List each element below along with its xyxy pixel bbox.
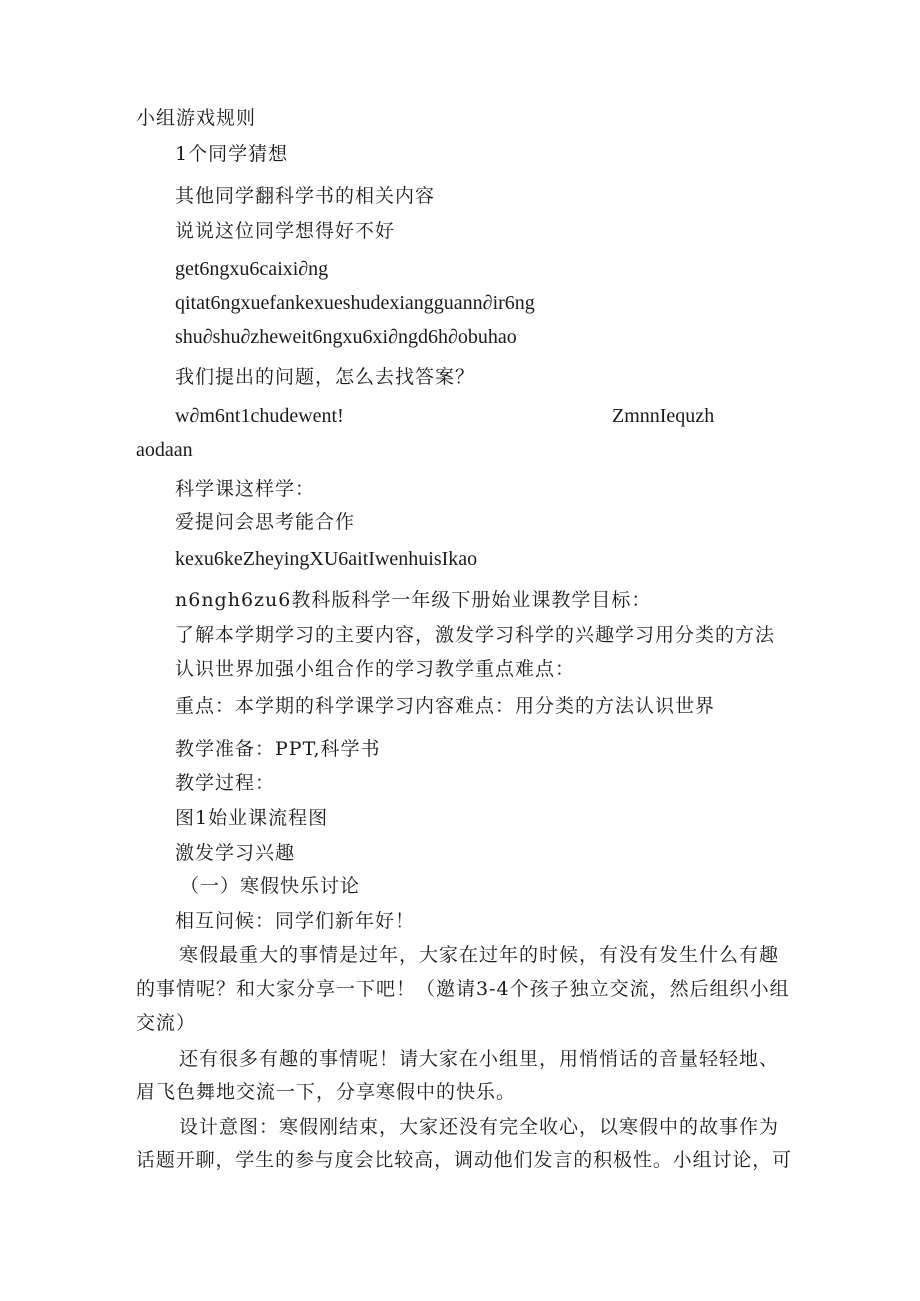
paragraph-line: 还有很多有趣的事情呢！请大家在小组里，用悄悄话的音量轻轻地、 (179, 1048, 780, 1070)
text-line: 1个同学猜想 (175, 143, 289, 165)
text-line: 相互问候：同学们新年好！ (175, 910, 416, 932)
paragraph-line: 交流） (136, 1012, 197, 1034)
section-title: 小组游戏规则 (136, 107, 257, 129)
text-line: 认识世界加强小组合作的学习教学重点难点： (175, 658, 576, 680)
paragraph-line: 寒假最重大的事情是过年，大家在过年的时候，有没有发生什么有趣 (179, 944, 780, 966)
text-line: 重点：本学期的科学课学习内容难点：用分类的方法认识世界 (175, 695, 716, 717)
text-line: 说说这位同学想得好不好 (175, 220, 396, 242)
text-line: 图1始业课流程图 (175, 807, 329, 829)
text-line: n6ngh6zu6教科版科学一年级下册始业课教学目标： (175, 589, 652, 611)
text-line: 激发学习兴趣 (175, 842, 296, 864)
pinyin-line: shu∂shu∂zheweit6ngxu6xi∂ngd6h∂obuhao (175, 326, 517, 348)
pinyin-line: w∂m6nt1chudewent! (175, 405, 344, 427)
text-line: 爱提问会思考能合作 (175, 511, 356, 533)
paragraph-line: 的事情呢？和大家分享一下吧！（邀请3-4个孩子独立交流，然后组织小组 (136, 978, 790, 1000)
text-line: 教学准备：PPT,科学书 (175, 738, 381, 760)
pinyin-line: qitat6ngxuefankexueshudexiangguann∂ir6ng (175, 292, 535, 314)
text-line: 其他同学翻科学书的相关内容 (175, 185, 436, 207)
text-line: 了解本学期学习的主要内容，激发学习科学的兴趣学习用分类的方法 (175, 624, 776, 646)
pinyin-line: kexu6keZheyingXU6aitIwenhuisIkao (175, 548, 478, 570)
paragraph-line: 眉飞色舞地交流一下，分享寒假中的快乐。 (136, 1081, 517, 1103)
paragraph-line: 话题开聊，学生的参与度会比较高，调动他们发言的积极性。小组讨论，可 (136, 1149, 792, 1171)
text-line: 教学过程： (175, 772, 276, 794)
paragraph-line: 设计意图：寒假刚结束，大家还没有完全收心，以寒假中的故事作为 (179, 1116, 780, 1138)
pinyin-line: ZmnnIequzh (612, 405, 715, 427)
text-line: 科学课这样学： (175, 478, 316, 500)
subsection-heading: （一）寒假快乐讨论 (180, 875, 361, 897)
pinyin-line: aodaan (136, 439, 193, 461)
text-line: 我们提出的问题，怎么去找答案？ (175, 366, 476, 388)
pinyin-line: get6ngxu6caixi∂ng (175, 258, 329, 280)
